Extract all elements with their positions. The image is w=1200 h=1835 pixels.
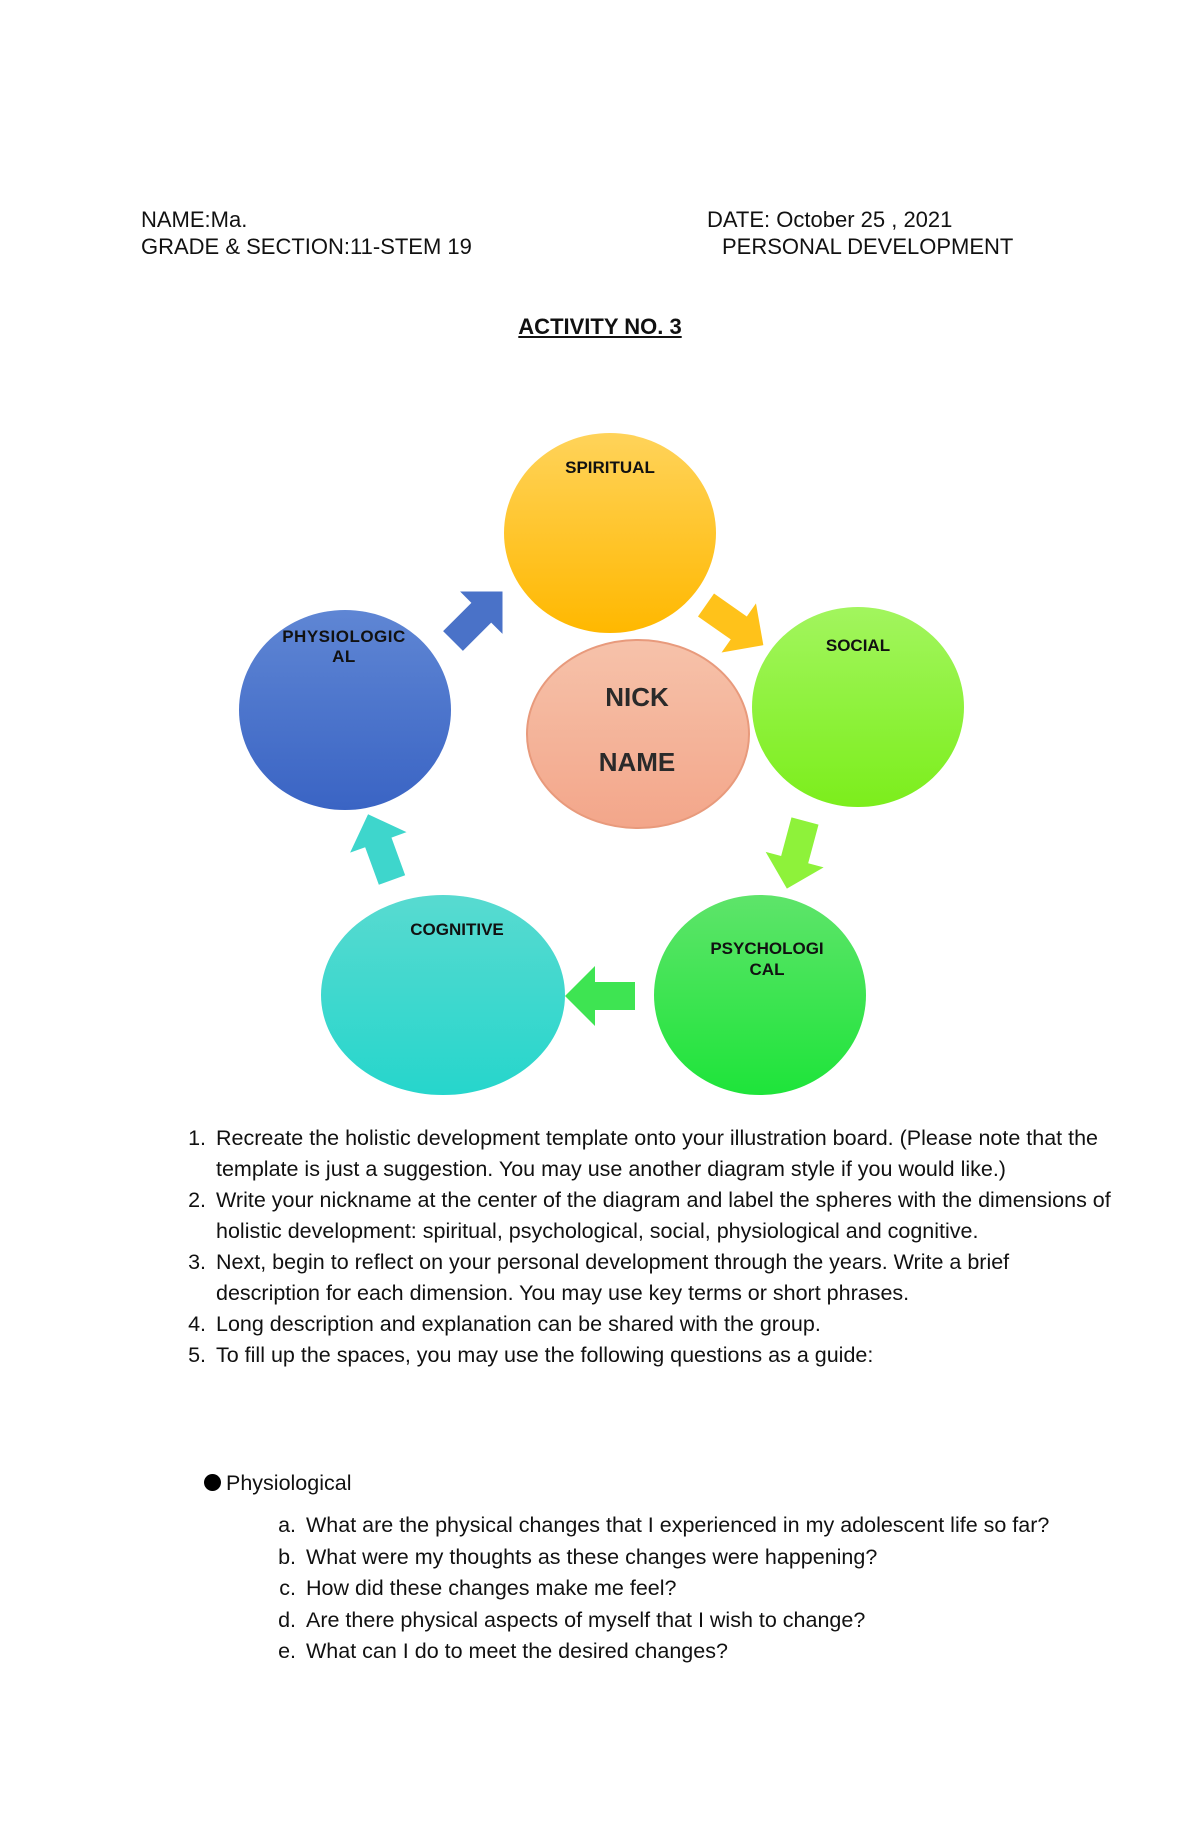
- date-field: DATE: October 25 , 2021: [707, 207, 953, 232]
- sphere-social-label: SOCIAL: [825, 636, 891, 655]
- section-heading: [204, 1468, 351, 1499]
- sphere-physiological-label-line1: PHYSIOLOGIC: [282, 627, 406, 646]
- sphere-psychological-label-line2: CAL: [749, 960, 785, 979]
- question-item: e. What can I do to meet the desired changes?: [302, 1636, 1102, 1668]
- instruction-item: 1. Recreate the holistic development template onto your illustration board. (Please note that the template is just a suggestion. You may use another diagram style if you would like.): [212, 1123, 1112, 1185]
- sphere-cognitive-label: COGNITIVE: [410, 920, 504, 939]
- instruction-item: 5. To fill up the spaces, you may use the following questions as a guide:: [212, 1340, 1112, 1371]
- question-item: c. How did these changes make me feel?: [302, 1573, 1102, 1605]
- grade-section-field: GRADE & SECTION:11-STEM 19: [141, 234, 472, 259]
- arrow-cognitive-to-physiological: [340, 804, 420, 890]
- question-item: b. What were my thoughts as these changes were happening?: [302, 1542, 1102, 1574]
- arrow-psychological-to-cognitive: [565, 966, 635, 1026]
- bullet-dot-icon: [204, 1474, 221, 1491]
- center-label-line2: NAME: [598, 747, 676, 777]
- sphere-psychological-label-line1: PSYCHOLOGI: [710, 939, 824, 958]
- subject-field: PERSONAL DEVELOPMENT: [722, 234, 1014, 259]
- center-nickname-circle: [527, 640, 749, 828]
- instructions-list: [170, 1123, 1112, 1371]
- questions-list: [260, 1510, 1102, 1668]
- sphere-psychological: [654, 895, 866, 1095]
- question-item: a. What are the physical changes that I experienced in my adolescent life so far?: [302, 1510, 1102, 1542]
- arrow-physiological-to-spiritual: [432, 570, 524, 662]
- name-field: NAME:Ma.: [141, 207, 248, 232]
- instruction-item: 4. Long description and explanation can be shared with the group.: [212, 1309, 1112, 1340]
- question-item: d. Are there physical aspects of myself that I wish to change?: [302, 1605, 1102, 1637]
- activity-title: ACTIVITY NO. 3: [518, 314, 682, 339]
- sphere-spiritual-label: SPIRITUAL: [565, 458, 655, 477]
- sphere-physiological-label-line2: AL: [332, 647, 356, 666]
- center-label-line1: NICK: [605, 682, 669, 712]
- instruction-item: 2. Write your nickname at the center of the diagram and label the spheres with the dimensions of holistic development: spiritual, psychological, social, physiological and cognitive.: [212, 1185, 1112, 1247]
- instruction-item: 3. Next, begin to reflect on your personal development through the years. Write a brief description for each dimension. You may use key terms or short phrases.: [212, 1247, 1112, 1309]
- arrow-social-to-psychological: [758, 813, 834, 896]
- section-heading-text: Physiological: [226, 1471, 352, 1495]
